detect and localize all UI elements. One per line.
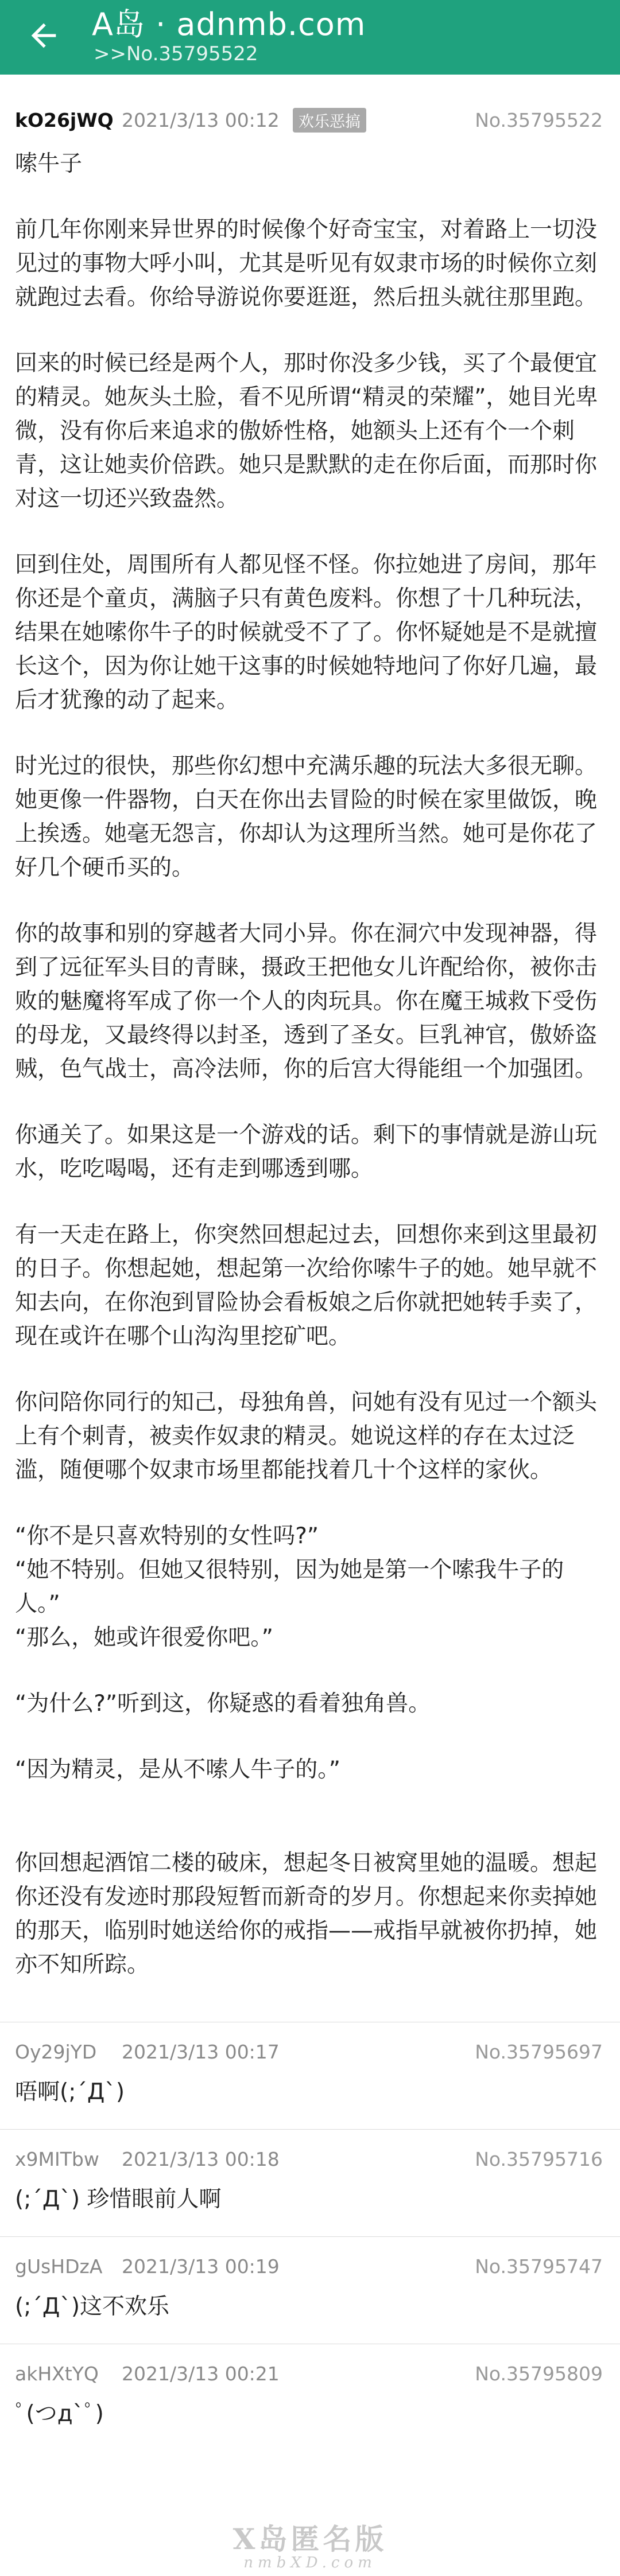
post-paragraph: 前几年你刚来异世界的时候像个好奇宝宝，对着路上一切没见过的事物大呼小叫，尤其是听见有奴隶市场的时候你立刻就跑过去看。你给导游说你要逛逛，然后扭头就往那里跑。: [15, 217, 598, 310]
main-post: [0, 75, 620, 2022]
poster-id[interactable]: gUsHDzA: [15, 2255, 103, 2278]
post-number[interactable]: No.35795747: [475, 2255, 603, 2278]
dialogue-line: “你不是只喜欢特别的女性吗?”: [15, 1523, 319, 1549]
poster-id[interactable]: x9MITbw: [15, 2148, 99, 2170]
reply-header: [0, 2237, 620, 2287]
reply-content: (;´Д`) 珍惜眼前人啊: [15, 2186, 222, 2212]
post-content: [0, 125, 620, 1982]
post-paragraph: 你的故事和别的穿越者大同小异。你在洞穴中发现神器，得到了远征军头目的青睐，摄政王把他女儿许配给你，被你击败的魅魔将军成了你一个人的肉玩具。你在魔王城救下受伤的母龙，又最终得以封圣，透到了圣女。巨乳神官，傲娇盗贼，色气战士，高冷法师，你的后宫大得能组一个加强团。: [15, 921, 598, 1082]
reply-header: [0, 2022, 620, 2073]
site-watermark: [0, 2516, 620, 2571]
post-time: 2021/3/13 00:18: [122, 2148, 280, 2170]
post-paragraph: 回来的时候已经是两个人，那时你没多少钱，买了个最便宜的精灵。她灰头土脸，看不见所谓“精灵的荣耀”，她目光卑微，没有你后来追求的傲娇性格，她额头上还有个一个刺青，这让她卖价倍跌。她只是默默的走在你后面，而那时你对这一切还兴致盎然。: [15, 351, 598, 512]
post-paragraph: 回到住处，周围所有人都见怪不怪。你拉她进了房间，那年你还是个童贞，满脑子只有黄色废料。你想了十几种玩法，结果在她嗦你牛子的时候就受不了了。你怀疑她是不是就擅长这个，因为你让她干这事的时候她特地问了你好几遍，最后才犹豫的动了起来。: [15, 552, 598, 713]
reply-post: [0, 2130, 620, 2237]
reply-post: [0, 2237, 620, 2344]
poster-id[interactable]: kO26jWQ: [15, 109, 114, 131]
thread-list: [0, 75, 620, 2451]
dialogue-line: “那么，她或许很爱你吧。”: [15, 1625, 273, 1651]
reply-header: [0, 2344, 620, 2395]
post-number[interactable]: No.35795716: [475, 2148, 603, 2170]
poster-id[interactable]: akHXtYQ: [15, 2363, 99, 2385]
post-time: 2021/3/13 00:21: [122, 2363, 280, 2385]
post-time: 2021/3/13 00:12: [122, 109, 280, 131]
app-bar: [0, 0, 620, 75]
post-number[interactable]: No.35795809: [475, 2363, 603, 2385]
reply-post: [0, 2022, 620, 2130]
post-number[interactable]: No.35795697: [475, 2041, 603, 2063]
back-arrow-icon[interactable]: [25, 17, 62, 54]
watermark-url: nmbXD.com: [243, 2554, 377, 2571]
watermark-title: X岛匿名版: [232, 2522, 388, 2556]
category-tag[interactable]: 欢乐恶搞: [293, 108, 366, 133]
dialogue-line: “为什么?”听到这，你疑惑的看着独角兽。: [15, 1691, 431, 1717]
post-paragraph: 嗦牛子: [15, 151, 83, 177]
app-title: A岛 · adnmb.com: [92, 6, 366, 42]
post-number[interactable]: No.35795522: [475, 109, 603, 131]
post-paragraph: 有一天走在路上，你突然回想起过去，回想你来到这里最初的日子。你想起她，想起第一次给你嗦牛子的她。她早就不知去向，在你泡到冒险协会看板娘之后你就把她转手卖了，现在或许在哪个山沟沟里挖矿吧。: [15, 1222, 598, 1349]
poster-id[interactable]: Oy29jYD: [15, 2041, 97, 2063]
post-header: [0, 75, 620, 131]
post-paragraph: 你通关了。如果这是一个游戏的话。剩下的事情就是游山玩水，吃吃喝喝，还有走到哪透到哪。: [15, 1122, 598, 1182]
dialogue-line: “她不特别。但她又很特别，因为她是第一个嗦我牛子的人。”: [15, 1557, 564, 1617]
post-paragraph: 你问陪你同行的知己，母独角兽，问她有没有见过一个额头上有个刺青，被卖作奴隶的精灵。她说这样的存在太过泛滥，随便哪个奴隶市场里都能找着几十个这样的家伙。: [15, 1390, 598, 1483]
post-paragraph: 时光过的很快，那些你幻想中充满乐趣的玩法大多很无聊。她更像一件器物，白天在你出去冒险的时候在家里做饭，晚上挨透。她毫无怨言，你却认为这理所当然。她可是你花了好几个硬币买的。: [15, 753, 598, 881]
reply-header: [0, 2130, 620, 2180]
thread-number: >>No.35795522: [94, 42, 258, 65]
post-time: 2021/3/13 00:17: [122, 2041, 280, 2063]
post-paragraph: 你回想起酒馆二楼的破床，想起冬日被窝里她的温暖。想起你还没有发迹时那段短暂而新奇的岁月。你想起来你卖掉她的那天，临别时她送给你的戒指——戒指早就被你扔掉，她亦不知所踪。: [15, 1850, 598, 1978]
reply-content: (;´Д`)这不欢乐: [15, 2294, 170, 2320]
reply-post: [0, 2344, 620, 2451]
reply-content: ﾟ(つд`ﾟ): [15, 2401, 104, 2427]
dialogue-line: “因为精灵，是从不嗦人牛子的。”: [15, 1757, 340, 1783]
reply-content: 唔啊(;´Д`): [15, 2079, 125, 2105]
post-time: 2021/3/13 00:19: [122, 2255, 280, 2278]
